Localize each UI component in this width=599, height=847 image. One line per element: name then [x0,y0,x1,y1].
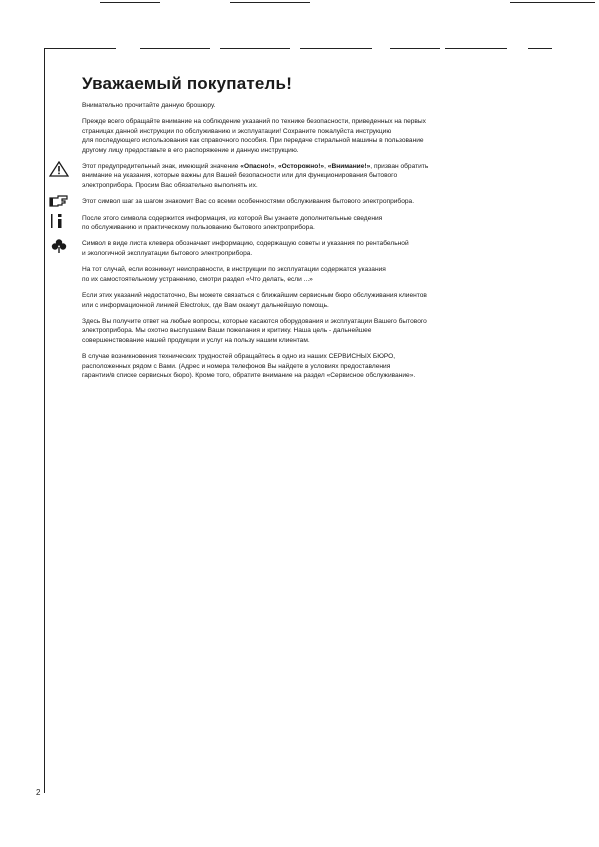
info-paragraph [82,214,542,233]
text-line: Если этих указаний недостаточно, Вы можете связаться с ближайшим сервисным бюро обслуживания клиентов [82,292,427,300]
text-segment: Этот предупредительный знак, имеющий значение [82,163,241,171]
warning-paragraph [82,162,542,190]
keyword-danger: «Опасно!» [240,163,275,171]
top-edge-rule [510,2,595,3]
text-line: по обслуживанию и практическому пользованию бытового электроприбора. [82,224,315,232]
header-rule [220,48,290,49]
text-line: Этот символ шаг за шагом знакомит Вас со всеми особенностями обслуживания бытового электроприбора. [82,198,415,206]
keyword-caution: «Осторожно!» [277,163,325,171]
bureau-paragraph [82,352,542,380]
text-segment: , призван обратить [370,163,429,171]
text-line: по их самостоятельному устранению, смотри раздел «Что делать, если ...» [82,275,313,283]
text-line: или с информационной линией Electrolux, где Вам окажут дальнейшую помощь. [82,301,329,309]
top-edge-rule [230,2,310,3]
header-rule [528,48,552,49]
text-line: Внимательно прочитайте данную брошюру. [82,102,216,109]
left-margin-line [44,48,45,793]
safety-paragraph [82,117,542,155]
text-line: Здесь Вы получите ответ на любые вопросы, которые касаются оборудования и эксплуатации Вашего бытового [82,317,427,325]
eco-paragraph [82,239,542,258]
text-line: совершенствование нашей продукции и услуг на пользу нашим клиентам. [82,336,310,344]
text-line: расположенных рядом с Вами. (Адрес и номера телефонов Вы найдете в условиях предоставления [82,362,391,370]
text-line: страницах данной инструкции по обслуживанию и эксплуатации! Сохраните пожалуйста инструкцию [82,127,392,135]
text-segment: , [324,163,328,171]
keyword-attention: «Внимание!» [327,163,371,171]
pointing-hand-icon [49,194,69,210]
top-edge-rule [100,2,160,3]
text-line: и экологичной эксплуатации бытового электроприбора. [82,249,253,257]
text-line: для последующего использования как справочного пособия. При передаче стиральной машины в пользование [82,137,424,145]
text-line: В случае возникновения технических трудностей обращайтесь в одно из наших СЕРВИСНЫХ БЮРО, [82,353,396,361]
header-rule [445,48,507,49]
text-line [82,162,542,171]
intro-paragraph [82,101,542,110]
header-rule [44,48,116,49]
text-line: После этого символа содержится информация, из которой Вы узнаете дополнительные сведения [82,214,383,222]
page-title: Уважаемый покупатель! [82,74,293,93]
step-paragraph [82,197,542,206]
header-rule [300,48,372,49]
page-number: 2 [36,788,41,797]
warning-triangle-icon [49,161,69,177]
clover-leaf-icon [49,238,69,254]
info-icon [49,213,69,229]
text-line: электроприбора. Просим Вас обязательно выполнять их. [82,181,258,189]
text-line: На тот случай, если возникнут неисправности, в инструкции по эксплуатации содержатся указания [82,266,386,274]
header-rule [140,48,210,49]
answers-paragraph [82,317,542,345]
document-body [82,101,542,387]
fault-paragraph [82,265,542,284]
text-segment: , [274,163,278,171]
text-line: Символ в виде листа клевера обозначает информацию, содержащую советы и указания по рентабельной [82,240,409,248]
text-line: внимание на указания, которые важны для Вашей безопасности или для функционирования бытового [82,172,398,180]
header-rule [390,48,440,49]
text-line: электроприбора. Мы охотно выслушаем Ваши пожелания и критику. Наша цель - дальнейшее [82,327,372,335]
text-line: другому лицу предоставьте в его распоряжение и данную инструкцию. [82,146,299,154]
service-paragraph [82,291,542,310]
text-line: гарантии/в списке сервисных бюро). Кроме того, обратите внимание на раздел «Сервисное обслуживание». [82,371,416,379]
text-line: Прежде всего обращайте внимание на соблюдение указаний по технике безопасности, приведенных на первых [82,118,426,126]
